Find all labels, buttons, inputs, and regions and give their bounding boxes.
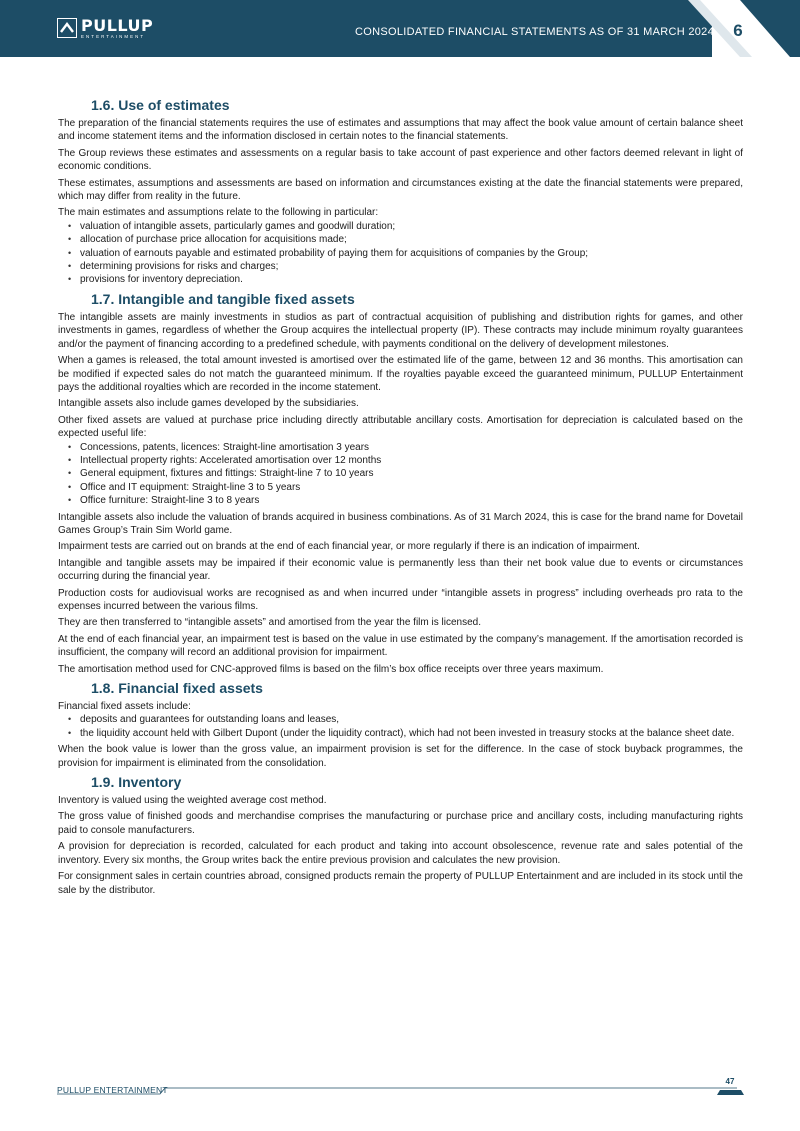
paragraph: The preparation of the financial statements requires the use of estimates and assumptions that may affect the book value amount of certain balance sheet and income statement items and the information disclosed in certain notes to the financial statements. <box>58 118 743 143</box>
list-item: • determining provisions for risks and charges; <box>58 260 743 273</box>
bullet-list <box>58 441 743 508</box>
list-item: • Concessions, patents, licences: Straight-line amortisation 3 years <box>58 441 743 454</box>
paragraph: These estimates, assumptions and assessments are based on information and circumstances existing at the date the financial statements were prepared, which may differ from reality in the future. <box>58 177 743 203</box>
document-title: CONSOLIDATED FINANCIAL STATEMENTS AS OF 31 MARCH 2024 <box>355 26 715 38</box>
paragraph: The Group reviews these estimates and assessments on a regular basis to take account of past experience and other factors deemed relevant in light of economic conditions. <box>58 147 743 173</box>
list-item: • provisions for inventory depreciation. <box>58 273 743 286</box>
section-heading: 1.7. Intangible and tangible fixed assets <box>91 290 355 307</box>
section-financial-fixed-assets <box>58 679 743 770</box>
page-content <box>58 96 743 900</box>
paragraph: A provision for depreciation is recorded, calculated for each product and taking into account obsolescence, revenue rate and sales potential of the inventory. Every six months, the Group writes back the entire previous provision and calculates the new provision. <box>58 841 743 866</box>
paragraph: Inventory is valued using the weighted average cost method. <box>58 795 327 807</box>
list-item: • Intellectual property rights: Accelerated amortisation over 12 months <box>58 454 743 467</box>
list-item: • the liquidity account held with Gilbert Dupont (under the liquidity contract), which had not been invested in treasury stocks at the balance sheet date. <box>58 727 743 740</box>
pullup-logo <box>57 18 153 40</box>
list-item: • General equipment, fixtures and fittings: Straight-line 7 to 10 years <box>58 467 743 480</box>
list-item: • Office furniture: Straight-line 3 to 8 years <box>58 494 743 507</box>
paragraph: Intangible assets also include games developed by the subsidiaries. <box>58 398 359 410</box>
list-item: • deposits and guarantees for outstanding loans and leases, <box>58 713 743 726</box>
paragraph: For consignment sales in certain countries abroad, consigned products remain the property of PULLUP Entertainment and are included in its stock until the sale by the distributor. <box>58 871 743 896</box>
paragraph: The intangible assets are mainly investments in studios as part of contractual acquisition of publishing and distribution rights for games, and other investments in games, regardless of whether the Group acquires the intellectual property (IP). These contracts may include minimum royalty guarantees and/or the payment of financing according to a predefined schedule, with payments conditional on the delivery of development milestones. <box>58 311 743 350</box>
section-heading: 1.6. Use of estimates <box>91 97 230 113</box>
paragraph: Intangible assets also include the valuation of brands acquired in business combinations. As of 31 March 2024, this is case for the brand name for Dovetail Games Group’s Train Sim World game. <box>58 511 743 536</box>
paragraph: Other fixed assets are valued at purchase price including directly attributable ancillary costs. Amortisation for depreciation is calculated based on the expected useful life: <box>58 414 743 440</box>
section-intangible-tangible-assets <box>58 290 743 676</box>
paragraph: Intangible and tangible assets may be impaired if their economic value is permanently less than their net book value due to events or circumstances occurring during the financial year. <box>58 557 743 583</box>
paragraph: Production costs for audiovisual works are recognised as and when incurred under “intangible assets in progress” including overheads pro rata to the expenses incurred between the various films. <box>58 587 743 612</box>
paragraph: At the end of each financial year, an impairment test is based on the value in use estimated by the company’s management. If the amortisation recorded is insufficient, the company will record an additional provision for impairment. <box>58 633 743 659</box>
section-use-of-estimates <box>58 96 743 287</box>
list-item: • Office and IT equipment: Straight-line 3 to 5 years <box>58 481 743 494</box>
chapter-number: 6 <box>733 21 743 40</box>
page-number: 47 <box>725 1077 735 1086</box>
list-item: • valuation of intangible assets, particularly games and goodwill duration; <box>58 220 743 233</box>
paragraph: The gross value of finished goods and merchandise comprises the manufacturing or purchase price and ancillary costs, including manufacturing rights paid to console manufacturers. <box>58 811 743 836</box>
logo-wordmark: PULLUP <box>81 16 154 35</box>
bullet-list <box>58 220 743 287</box>
paragraph: The main estimates and assumptions relate to the following in particular: <box>58 207 379 219</box>
page-header <box>0 0 800 57</box>
paragraph: Financial fixed assets include: <box>58 701 191 713</box>
paragraph: When the book value is lower than the gross value, an impairment provision is set for the difference. In the case of stock buyback programmes, the provision for impairment is eliminated from the consolidation. <box>58 744 743 769</box>
paragraph: They are then transferred to “intangible assets” and amortised from the year the film is licensed. <box>58 617 481 629</box>
section-heading: 1.9. Inventory <box>91 774 182 791</box>
bullet-list <box>58 713 743 740</box>
list-item: • allocation of purchase price allocation for acquisitions made; <box>58 233 743 246</box>
paragraph: Impairment tests are carried out on brands at the end of each financial year, or more regularly if there is an indication of impairment. <box>58 541 640 553</box>
footer-company-name: PULLUP ENTERTAINMENT <box>57 1085 168 1095</box>
pullup-logo-mark-icon <box>57 18 77 38</box>
logo-subtitle: ENTERTAINMENT <box>81 34 146 39</box>
section-heading: 1.8. Financial fixed assets <box>91 680 263 697</box>
list-item: • valuation of earnouts payable and estimated probability of paying them for acquisitions of companies by the Group; <box>58 247 743 260</box>
paragraph: The amortisation method used for CNC-approved films is based on the film’s box office receipts over three years maximum. <box>58 663 604 675</box>
section-inventory <box>58 773 743 897</box>
paragraph: When a games is released, the total amount invested is amortised over the estimated life of the game, between 12 and 36 months. This amortisation can be modified if expected sales do not match the guaranteed minimum. If the royalties payable exceed the guaranteed minimum, PULLUP Entertainment pays the additional royalties which are recorded in the income statement. <box>58 355 743 393</box>
